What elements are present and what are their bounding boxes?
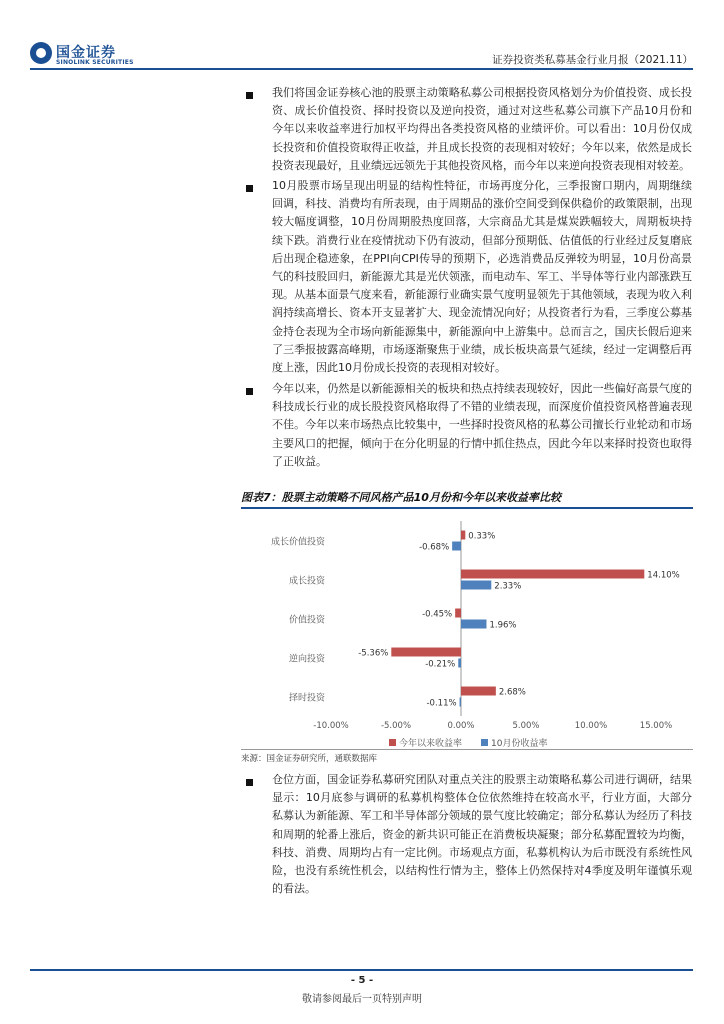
bar-ytd bbox=[391, 648, 461, 657]
figure-source: 来源：国金证券研究所，通联数据库 bbox=[241, 754, 378, 764]
x-tick-label: -10.00% bbox=[313, 721, 349, 731]
logo-english-name: SINOLINK SECURITIES bbox=[56, 59, 134, 66]
bar-ytd bbox=[461, 687, 496, 696]
returns-bar-chart bbox=[241, 509, 693, 749]
x-tick-label: 5.00% bbox=[512, 721, 540, 731]
page-number: - 5 - bbox=[350, 975, 374, 986]
bullet-square-icon bbox=[246, 779, 253, 786]
legend-label: 10月份收益率 bbox=[491, 739, 548, 749]
bar-ytd bbox=[455, 609, 461, 618]
bar-oct bbox=[461, 620, 486, 629]
x-tick-label: 10.00% bbox=[574, 721, 608, 731]
bar-oct bbox=[461, 581, 491, 590]
figure-title-bar bbox=[241, 487, 693, 509]
report-title: 证券投资类私募基金行业月报（2021.11） bbox=[492, 54, 693, 66]
sinolink-logo-icon bbox=[30, 42, 52, 64]
x-tick-label: 15.00% bbox=[639, 721, 673, 731]
bullet-square-icon bbox=[246, 185, 253, 192]
legend-swatch bbox=[389, 739, 396, 746]
data-label: 2.68% bbox=[498, 687, 526, 698]
footer-disclaimer: 敬请参阅最后一页特别声明 bbox=[302, 994, 422, 1005]
figure-title: 图表7：股票主动策略不同风格产品10月份和今年以来收益率比较 bbox=[241, 491, 561, 504]
category-label: 择时投资 bbox=[288, 693, 325, 704]
data-label: -5.36% bbox=[358, 648, 389, 659]
data-label: 2.33% bbox=[494, 581, 522, 592]
paragraph-market-analysis: 10月股票市场呈现出明显的结构性特征，市场再度分化，三季报窗口期内，周期继续回调，科技、消费均有所表现，由于周期品的涨价空间受到保供稳价的政策限制，出现较大幅度调整，10月份周期股热度回落，大宗商品尤其是煤炭跌幅较大，周期板块持续下跌。消费行业在疫情扰动下仍有波动，但部分预期低、估值低的行业经过反复磨底后出现企稳迹象，在PPI向CPI传导的预期下，必选消费品反弹较为明显，10月份高景气的科技股回归，新能源尤其是光伏领涨，而电动车、军工、半导体等行业内部涨跌互现。从基本面景气度来看，新能源行业确实景气度明显领先于其他领域，表现为收入利润持续高增长、资本开支显著扩大、现金流情况向好；从投资者行为看，三季度公募基金持仓表现为全市场向新能源集中，新能源向中上游集中。总而言之，国庆长假后迎来了三季报披露高峰期，市场逐渐聚焦于业绩，成长板块高景气延续，经过一定调整后再度上涨，因此10月份成长投资的表现相对较好。 bbox=[272, 179, 692, 375]
x-tick-label: -5.00% bbox=[380, 721, 412, 731]
data-label: 0.33% bbox=[468, 531, 496, 542]
bar-ytd bbox=[461, 570, 644, 579]
returns-chart bbox=[241, 509, 693, 750]
paragraph-position-analysis: 仓位方面，国金证券私募研究团队对重点关注的股票主动策略私募公司进行调研，结果显示：10月底参与调研的私募机构整体仓位依然维持在较高水平，行业方面，大部分私募认为新能源、军工和半导体部分领域的景气度比较确定；部分私募认为经历了科技和周期的轮番上涨后，资金的新共识可能正在消费板块凝聚；部分私募配置较为均衡，科技、消费、周期均占有一定比例。市场观点方面，私募机构认为后市既没有系统性风险，也没有系统性机会，以结构性行情为主，整体上仍然保持对4季度及明年谨慎乐观的看法。 bbox=[272, 773, 692, 896]
logo-chinese-name: 国金证券 bbox=[56, 45, 116, 61]
bullet-square-icon bbox=[246, 388, 253, 395]
page-header bbox=[0, 0, 724, 75]
header-divider bbox=[30, 68, 693, 70]
bar-ytd bbox=[461, 531, 465, 540]
legend-label: 今年以来收益率 bbox=[399, 739, 463, 749]
category-label: 成长投资 bbox=[288, 576, 325, 587]
bullet-square-icon bbox=[246, 92, 253, 99]
bar-oct bbox=[458, 659, 461, 668]
data-label: -0.11% bbox=[426, 698, 457, 709]
bar-oct bbox=[460, 698, 461, 707]
x-tick-label: 0.00% bbox=[447, 721, 475, 731]
paragraph-style-summary: 我们将国金证券核心池的股票主动策略私募公司根据投资风格划分为价值投资、成长投资、成长价值投资、择时投资以及逆向投资，通过对这些私募公司旗下产品10月份和今年以来收益率进行加权平均得出各类投资风格的业绩评价。可以看出：10月份仅成长投资和价值投资取得正收益，并且成长投资的表现相对较好；今年以来，依然是成长投资表现最好，且业绩远远领先于其他投资风格，而今年以来逆向投资表现相对较差。 bbox=[272, 86, 692, 172]
sinolink-logo bbox=[30, 42, 140, 70]
data-label: 1.96% bbox=[489, 620, 517, 631]
category-label: 价值投资 bbox=[288, 615, 325, 626]
category-label: 逆向投资 bbox=[288, 654, 325, 665]
data-label: 14.10% bbox=[647, 570, 680, 581]
data-label: -0.45% bbox=[422, 609, 453, 620]
paragraph-ytd-analysis: 今年以来，仍然是以新能源相关的板块和热点持续表现较好，因此一些偏好高景气度的科技成长行业的成长股投资风格取得了不错的业绩表现，而深度价值投资风格普遍表现不佳。今年以来市场热点比较集中，一些择时投资风格的私募公司擅长行业轮动和市场主要风口的把握，倾向于在分化明显的行情中抓住热点，因此今年以来择时投资也取得了正收益。 bbox=[272, 382, 692, 468]
category-label: 成长价值投资 bbox=[270, 537, 325, 548]
bar-oct bbox=[452, 542, 461, 551]
data-label: -0.68% bbox=[419, 542, 450, 553]
data-label: -0.21% bbox=[425, 659, 456, 670]
legend-swatch bbox=[481, 739, 488, 746]
footer-divider bbox=[30, 969, 693, 971]
